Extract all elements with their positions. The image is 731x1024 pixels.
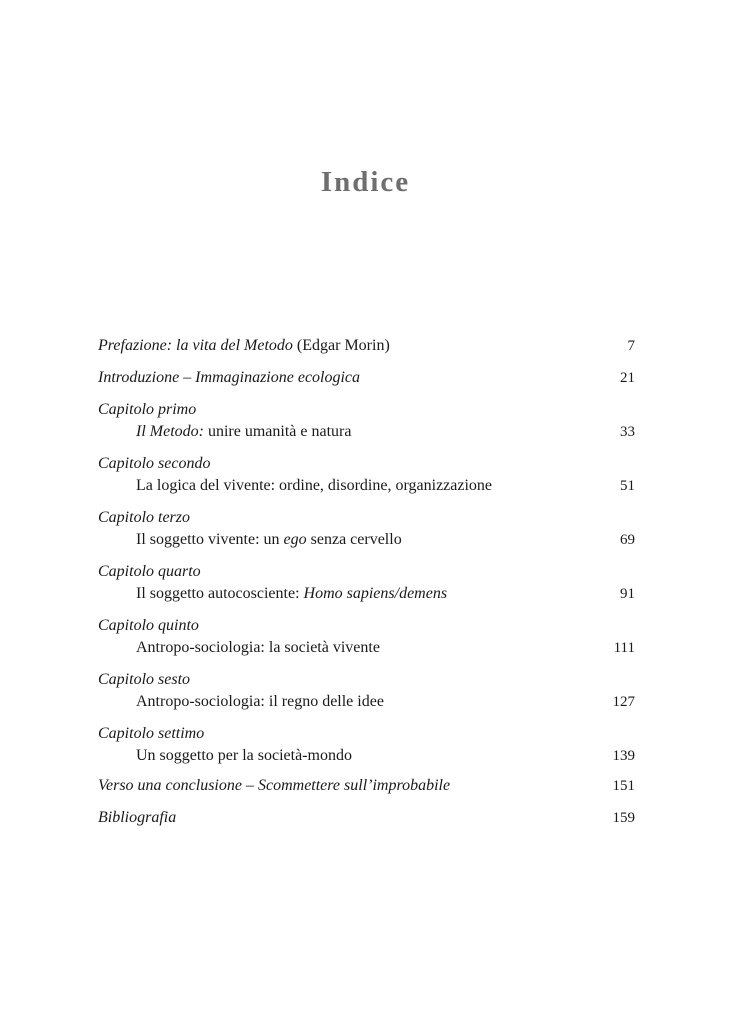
toc-entry-capitolo-sesto[interactable] [98,670,635,712]
chapter-label: Capitolo terzo [98,509,191,526]
toc-page-number: 91 [620,586,635,602]
chapter-label: Capitolo sesto [98,671,191,688]
chapter-label: Capitolo settimo [98,725,205,742]
toc-entry-title: Un soggetto per la società-mondo [136,747,352,764]
toc-entry-bibliografia[interactable] [98,808,635,828]
toc-entry-title: Antropo-sociologia: la società vivente [136,639,380,656]
toc-entry-title: Introduzione – Immaginazione ecologica [98,369,361,386]
toc-entry-title: Prefazione: la vita del Metodo (Edgar Morin) [98,337,390,354]
toc-page-number: 51 [620,478,635,494]
toc-entry-conclusione[interactable] [98,776,635,796]
toc-entry-capitolo-settimo[interactable] [98,724,635,766]
toc-entry-capitolo-secondo[interactable] [98,454,635,496]
toc-entry-capitolo-primo[interactable] [98,400,635,442]
toc-entry-prefazione[interactable] [98,336,635,356]
toc-entry-capitolo-quinto[interactable] [98,616,635,658]
page-title: Indice [320,166,411,198]
toc-entry-capitolo-quarto[interactable] [98,562,635,604]
toc-entry-introduzione[interactable] [98,368,635,388]
toc-page-number: 151 [612,778,635,794]
chapter-label: Capitolo secondo [98,455,211,472]
toc-entry-capitolo-terzo[interactable] [98,508,635,550]
toc-page-number: 139 [612,748,635,764]
toc-entry-title: Bibliografia [98,809,177,826]
toc-page-number: 111 [613,640,635,656]
toc-entry-title: Il soggetto autocosciente: Homo sapiens/demens [136,585,448,602]
toc-entry-title: Il Metodo: unire umanità e natura [136,423,352,440]
toc-page-number: 69 [620,532,635,548]
toc-page-number: 33 [620,424,635,440]
toc-page-number: 7 [627,338,635,354]
toc-page-number: 127 [612,694,635,710]
toc-page-number: 21 [620,370,635,386]
toc-entry-title: Antropo-sociologia: il regno delle idee [136,693,384,710]
toc-page-number: 159 [612,810,635,826]
toc-entry-title: Verso una conclusione – Scommettere sull’improbabile [98,777,451,794]
toc-entry-title: La logica del vivente: ordine, disordine, organizzazione [136,477,493,494]
chapter-label: Capitolo quinto [98,617,199,634]
chapter-label: Capitolo quarto [98,563,201,580]
chapter-label: Capitolo primo [98,401,197,418]
toc-entry-title: Il soggetto vivente: un ego senza cervello [136,531,402,548]
